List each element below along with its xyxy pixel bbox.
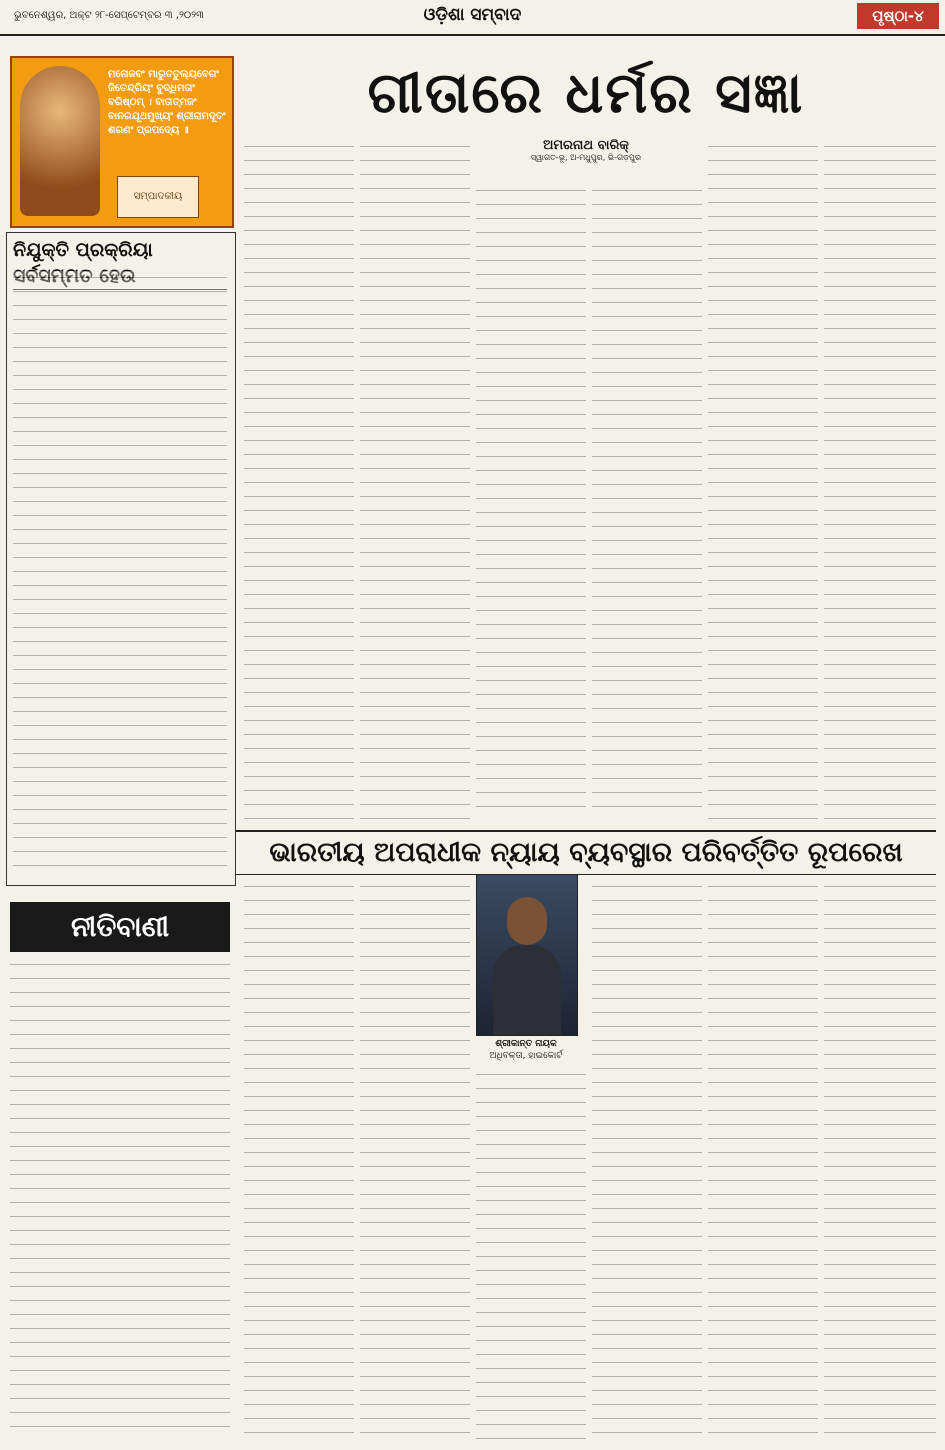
hanuman-image <box>20 66 100 216</box>
editorial-box <box>6 232 236 886</box>
author-photo <box>476 874 578 1036</box>
caption-name: ଶ୍ରୀକାନ୍ତ ନାୟକ <box>495 1039 557 1049</box>
page-header <box>0 0 945 36</box>
main-title: ଗୀତାରେ ଧର୍ମର ସଜ୍ଞା <box>367 61 805 126</box>
article-col-1 <box>244 140 354 820</box>
section2-col-4 <box>592 880 702 1440</box>
devotional-ad <box>10 56 234 228</box>
article-col-4 <box>592 184 702 820</box>
article-col-3 <box>476 184 586 820</box>
section2-col-2 <box>360 880 470 1440</box>
ad-text: ମନୋଜବଂ ମାରୁତତୁଲ୍ୟବେଗଂ ଜିତେନ୍ଦ୍ରିୟଂ ବୁଦ୍ଧିମତାଂ ବରିଷ୍ଠମ୍ । ବାତାତ୍ମଜଂ ବାନରଯୂଥମୁଖ୍ୟଂ ଶ୍ରୀରାମଦୂତଂ ଶରଣଂ ପ୍ରପଦ୍ୟେ ॥ <box>108 69 226 136</box>
section2-col-6 <box>824 880 936 1440</box>
nitibani-title: ନୀତିବାଣୀ <box>10 902 230 952</box>
article-col-6 <box>824 140 936 820</box>
section2-col-1 <box>244 880 354 1440</box>
sampadakiya-logo: ସମ୍ପାଦକୀୟ <box>117 176 199 218</box>
date-line: ଭୁବନେଶ୍ୱର, ଅକ୍ଟ ୨୮-ସେପ୍ଟେମ୍ବର ୩ ,୨୦୨୩ <box>14 10 205 21</box>
section2-col-3 <box>476 1068 586 1440</box>
article-col-2 <box>360 140 470 820</box>
byline-address: ସ୍ୱାଗତ-ଭୂ, ଅ-ମଧୁପୁର, ଭି-ଗଡ଼ପୁର <box>530 153 642 162</box>
article-col-5 <box>708 140 818 820</box>
photo-caption <box>470 1038 582 1062</box>
editorial-headline: ନିଯୁକ୍ତି ପ୍ରକ୍ରିୟା ସର୍ବସମ୍ମତ ହେଉ <box>13 237 227 290</box>
page-number-badge: ପୃଷ୍ଠା-୪ <box>857 3 939 29</box>
section2-col-5 <box>708 880 818 1440</box>
masthead: ଓଡ଼ିଶା ସମ୍ବାଦ <box>423 5 522 25</box>
byline-block <box>476 138 696 178</box>
section2-headline: ଭାରତୀୟ ଅପରାଧୀକ ନ୍ୟାୟ ବ୍ୟବସ୍ଥାର ପରିବର୍ତ୍ତିତ ରୂପରେଖ <box>236 830 936 875</box>
editorial-body <box>13 271 227 877</box>
nitibani-body <box>10 958 230 1440</box>
byline-author: ଅମରନାଥ ବାରିକ୍ <box>543 138 629 153</box>
caption-role: ଅଧିବକ୍ତା, ହାଇକୋର୍ଟ <box>489 1051 563 1061</box>
